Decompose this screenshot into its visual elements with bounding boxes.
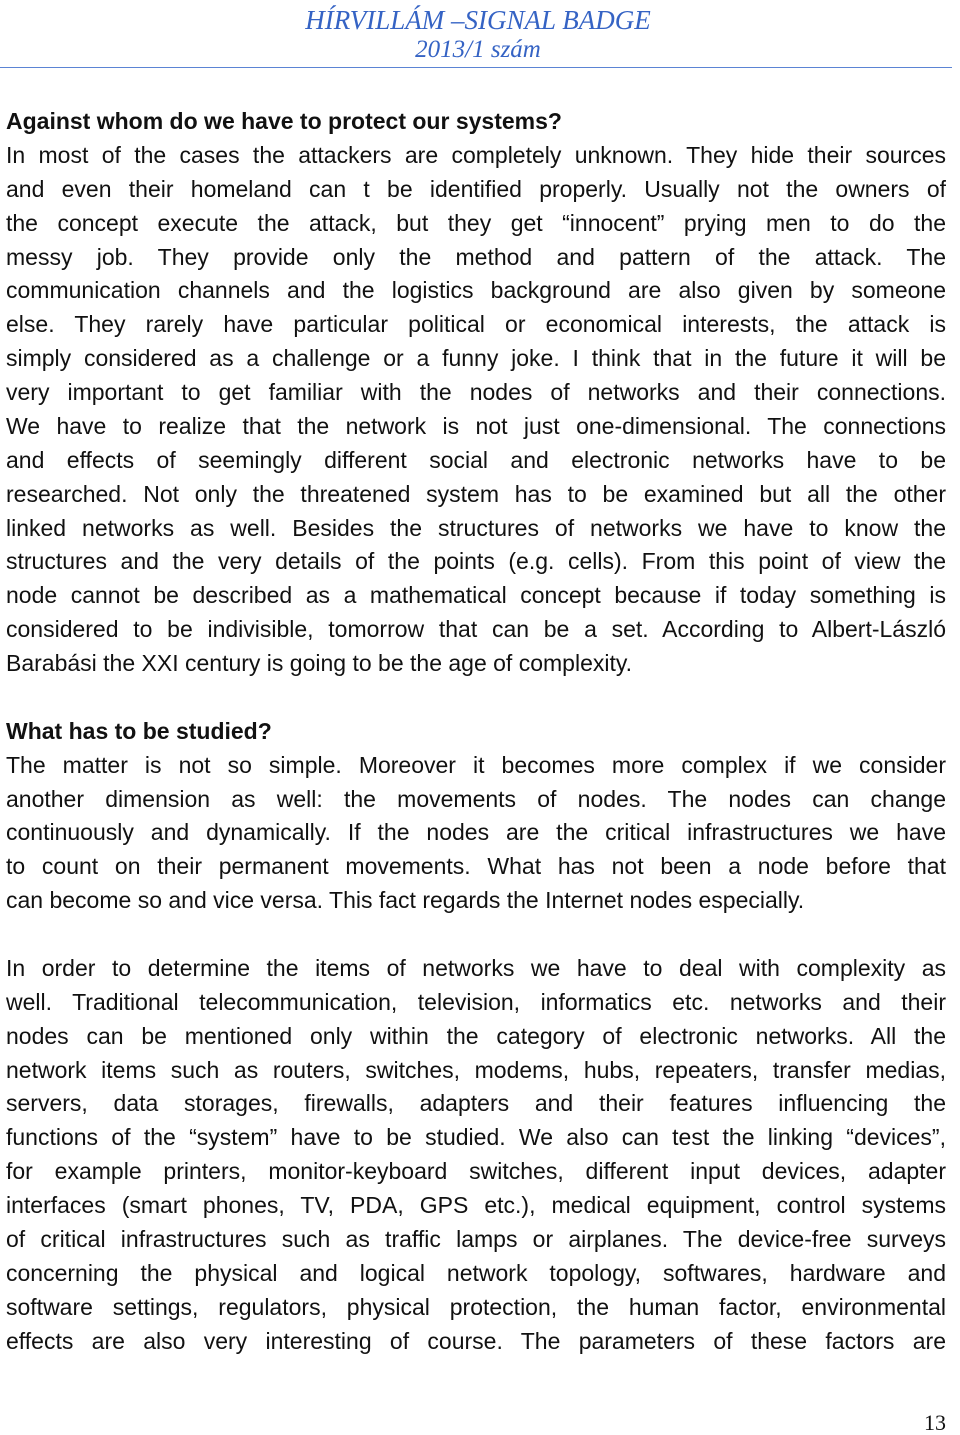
text-line: well. Traditional telecommunication, television, informatics etc. networks and their — [6, 988, 946, 1015]
text-line: of critical infrastructures such as traffic lamps or airplanes. The device-free surveys — [6, 1225, 946, 1252]
text-line: software settings, regulators, physical protection, the human factor, environmental — [6, 1293, 946, 1320]
text-line: We have to realize that the network is not just one-dimensional. The connections — [6, 412, 946, 439]
text-line: and even their homeland can t be identified properly. Usually not the owners of — [6, 175, 946, 202]
text-line: very important to get familiar with the nodes of networks and their connections. — [6, 379, 946, 405]
text-line: linked networks as well. Besides the structures of networks we have to know the — [6, 514, 946, 541]
text-line: the concept execute the attack, but they get “innocent” prying men to do the — [6, 209, 946, 236]
text-line: In order to determine the items of networks we have to deal with complexity as — [6, 954, 946, 981]
page-number: 13 — [924, 1410, 946, 1435]
paragraph-gap — [6, 918, 946, 952]
text-line: concerning the physical and logical network topology, softwares, hardware and — [6, 1259, 946, 1286]
text-line: servers, data storages, firewalls, adapters and their features influencing the — [6, 1090, 946, 1117]
document-body — [6, 105, 946, 1358]
text-line: In most of the cases the attackers are completely unknown. They hide their sources — [6, 141, 946, 168]
section-heading: What has to be studied? — [6, 717, 272, 744]
text-line: interfaces (smart phones, TV, PDA, GPS etc.), medical equipment, control systems — [6, 1192, 946, 1218]
text-line: messy job. They provide only the method and pattern of the attack. The — [6, 243, 946, 270]
section-heading: Against whom do we have to protect our systems? — [6, 108, 562, 134]
text-line: effects are also very interesting of course. The parameters of these factors are — [6, 1327, 946, 1354]
text-line: continuously and dynamically. If the nodes are the critical infrastructures we have — [6, 819, 946, 846]
paragraph-gap — [6, 681, 946, 715]
text-line: network items such as routers, switches, modems, hubs, repeaters, transfer medias, — [6, 1056, 946, 1083]
text-line: structures and the very details of the points (e.g. cells). From this point of view the — [6, 548, 946, 575]
text-line: The matter is not so simple. Moreover it becomes more complex if we consider — [6, 751, 946, 778]
text-line: another dimension as well: the movements of nodes. The nodes can change — [6, 785, 946, 812]
text-line: to count on their permanent movements. What has not been a node before that — [6, 853, 946, 880]
text-line: simply considered as a challenge or a funny joke. I think that in the future it will be — [6, 345, 946, 372]
issue-label: 2013/1 szám — [415, 36, 541, 63]
text-line: considered to be indivisible, tomorrow that can be a set. According to Albert-László — [6, 616, 946, 643]
text-line: for example printers, monitor-keyboard switches, different input devices, adapter — [6, 1158, 946, 1185]
header-rule — [0, 67, 952, 68]
text-line: researched. Not only the threatened system has to be examined but all the other — [6, 480, 946, 507]
text-line: communication channels and the logistics background are also given by someone — [6, 277, 946, 304]
text-line: node cannot be described as a mathematical concept because if today something is — [6, 582, 946, 609]
text-line: else. They rarely have particular political or economical interests, the attack is — [6, 311, 946, 338]
text-line: nodes can be mentioned only within the category of electronic networks. All the — [6, 1022, 946, 1049]
journal-title: HÍRVILLÁM –SIGNAL BADGE — [305, 5, 651, 35]
text-line: Barabási the XXI century is going to be the age of complexity. — [6, 650, 633, 676]
text-line: can become so and vice versa. This fact regards the Internet nodes especially. — [6, 887, 805, 914]
text-line: functions of the “system” have to be studied. We also can test the linking “devices”, — [6, 1124, 946, 1151]
text-line: and effects of seemingly different social and electronic networks have to be — [6, 446, 946, 473]
